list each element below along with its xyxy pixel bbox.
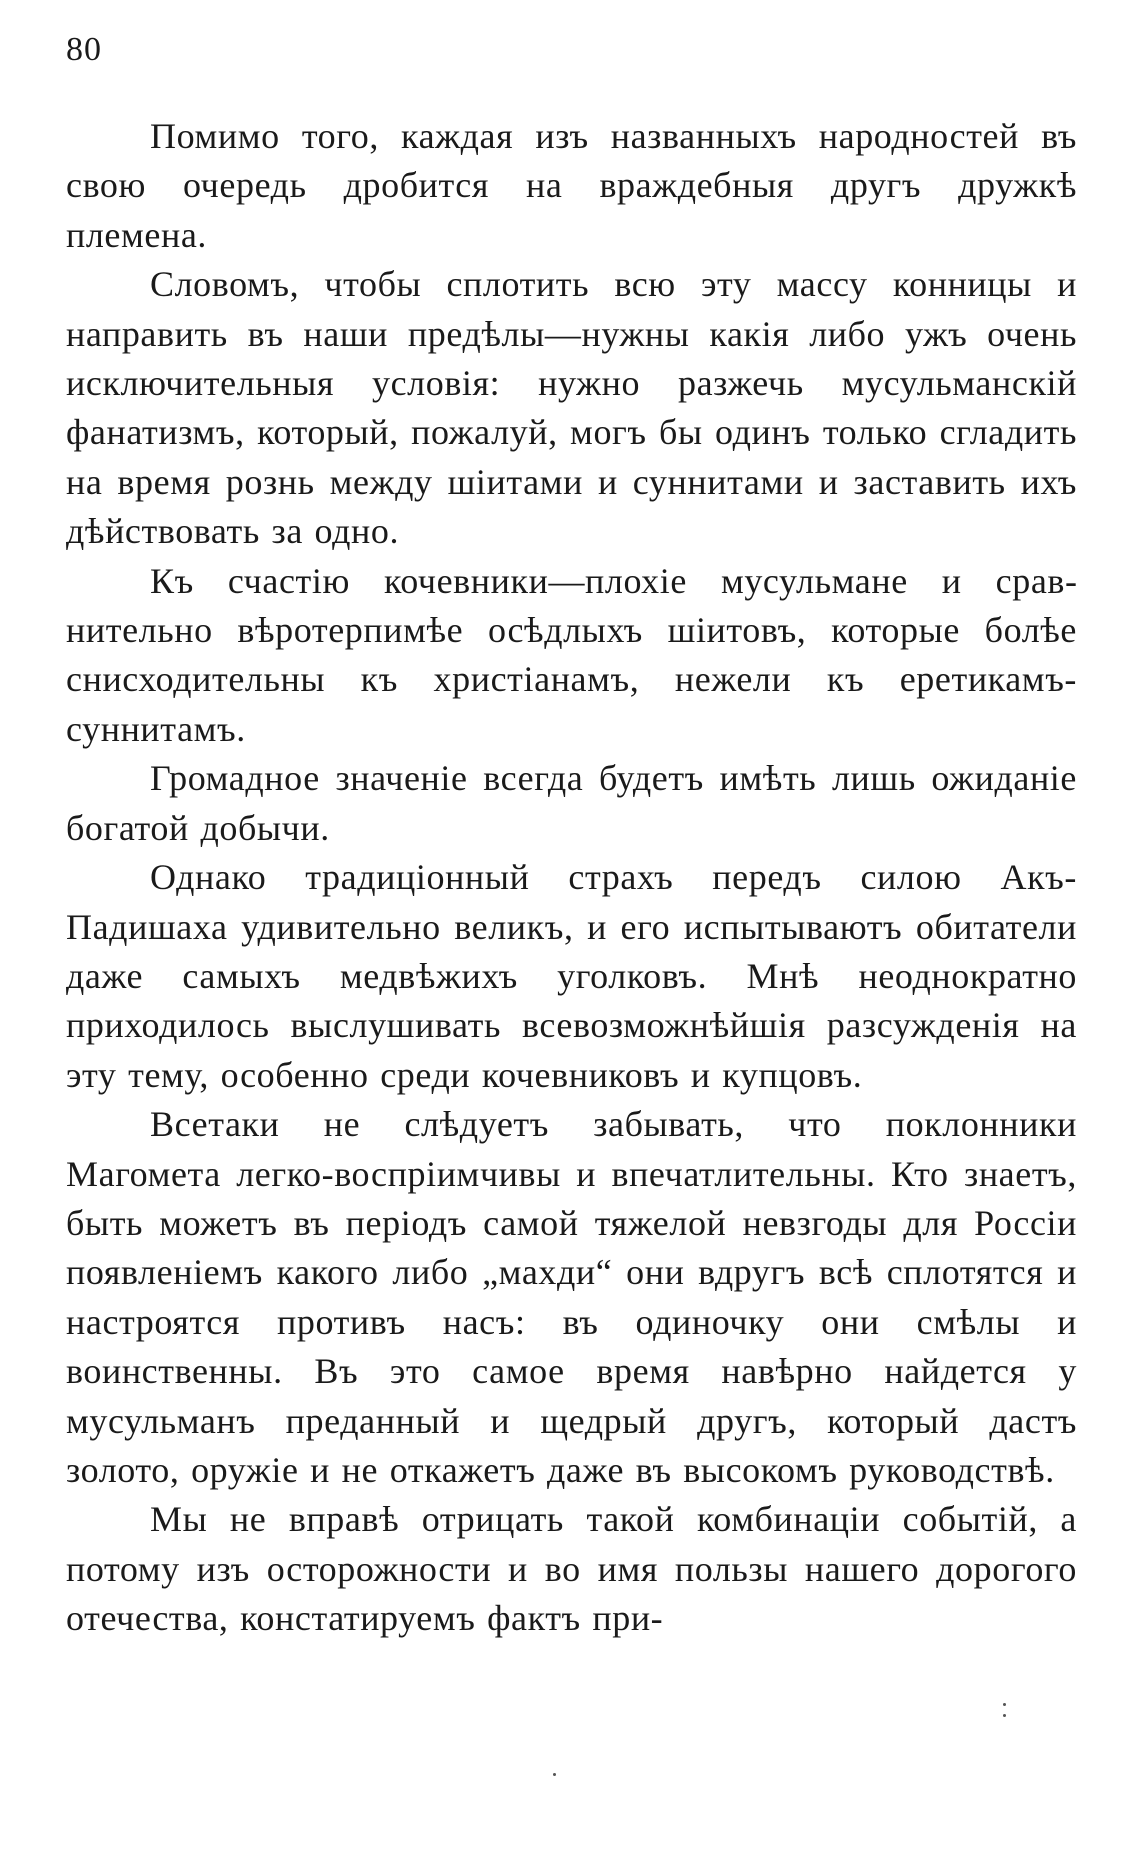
page-number: 80 <box>66 31 102 68</box>
print-speck <box>553 1773 556 1776</box>
print-speck <box>1003 1714 1006 1717</box>
paragraph-3: Къ счастію кочевники—плохіе мусульмане и сравнительно вѣротерпимѣе осѣдлыхъ шіитовъ, которые болѣе снисходительны къ христіанамъ, нежели къ еретикамъ-суннитамъ. <box>66 560 1077 749</box>
paragraph-7: Мы не вправѣ отрицать такой комбинаціи событій, а потому изъ осторожности и во имя пользы нашего дорогого отечества, констатируемъ фактъ при- <box>66 1499 1077 1639</box>
body-text <box>66 112 1077 1644</box>
paragraph-6: Всетаки не слѣдуетъ забывать, что поклонники Магомета легко-воспріимчивы и впечатлительны. Кто знаетъ, быть можетъ въ періодъ самой тяжелой невзгоды для Россіи появленіемъ какого либо „махди“ они вдругъ всѣ сплотятся и настроятся противъ насъ: въ одиночку они смѣлы и воинственны. Въ это самое время навѣрно найдется у мусульманъ преданный и щедрый другъ, который дастъ золото, оружіе и не откажетъ даже въ высокомъ руководствѣ. <box>66 1104 1077 1490</box>
paragraph-4: Громадное значеніе всегда будетъ имѣть лишь ожиданіе богатой добычи. <box>66 758 1077 848</box>
paragraph-1: Помимо того, каждая изъ названныхъ народностей въ свою очередь дробится на враждебныя другъ дружкѣ племена. <box>66 116 1077 255</box>
paragraph-2: Словомъ, чтобы сплотить всю эту массу конницы и направить въ наши предѣлы—нужны какія либо ужъ очень исключительныя условія: нужно разжечь мусульманскій фанатизмъ, который, пожалуй, могъ бы одинъ только сгладить на время рознь между шіитами и суннитами и заставить ихъ дѣйствовать за одно. <box>66 264 1077 552</box>
print-speck <box>1003 1703 1006 1706</box>
paragraph-5: Однако традиціонный страхъ передъ силою Акъ-Падишаха удивительно великъ, и его испытываютъ обитатели даже самыхъ медвѣжихъ уголковъ. Мнѣ неоднократно приходилось выслушивать всевозможнѣйшія разсужденія на эту тему, особенно среди кочевниковъ и купцовъ. <box>66 857 1077 1095</box>
